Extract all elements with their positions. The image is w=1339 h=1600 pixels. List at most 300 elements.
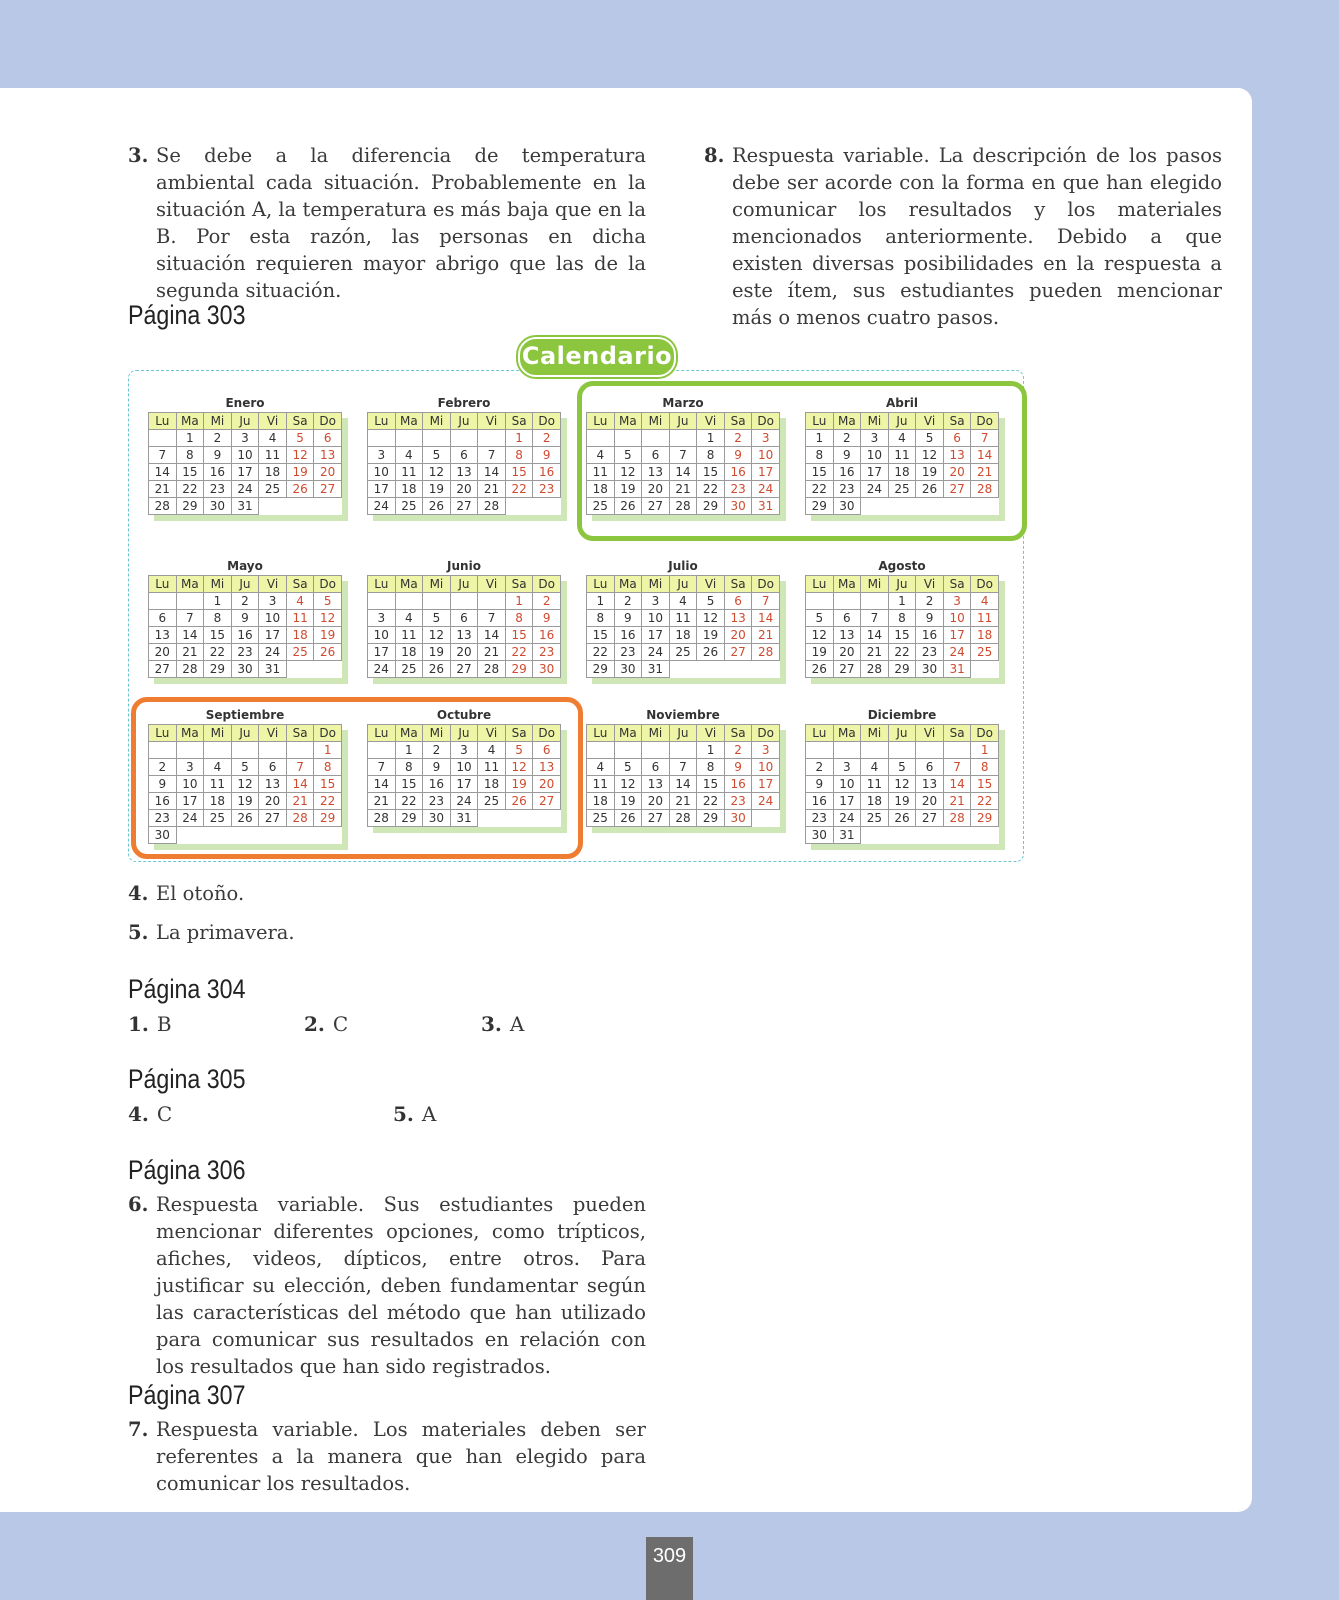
- day-cell: 3: [231, 430, 259, 447]
- day-cell: 21: [478, 481, 506, 498]
- month-table: [148, 412, 342, 515]
- day-cell: 30: [724, 498, 752, 515]
- weekday-header: Mi: [204, 413, 232, 430]
- weekday-header: Ma: [395, 725, 423, 742]
- day-cell: 3: [368, 610, 396, 627]
- section-heading-306: Página 306: [128, 1155, 246, 1185]
- day-cell: 29: [697, 810, 725, 827]
- day-cell: 12: [286, 447, 314, 464]
- weekday-header: Vi: [697, 413, 725, 430]
- day-cell: 22: [204, 644, 232, 661]
- day-cell: 4: [861, 759, 889, 776]
- weekday-header: Mi: [423, 576, 451, 593]
- day-cell: 9: [423, 759, 451, 776]
- empty-cell: [450, 593, 478, 610]
- day-cell: 29: [505, 661, 533, 678]
- day-cell: 25: [587, 498, 615, 515]
- blank-cell: [971, 661, 999, 678]
- day-cell: 3: [943, 593, 971, 610]
- day-cell: 1: [888, 593, 916, 610]
- day-cell: 17: [231, 464, 259, 481]
- day-cell: 13: [642, 776, 670, 793]
- day-cell: 6: [833, 610, 861, 627]
- day-cell: 11: [587, 776, 615, 793]
- day-cell: 12: [314, 610, 342, 627]
- day-cell: 3: [368, 447, 396, 464]
- day-cell: 20: [314, 464, 342, 481]
- day-cell: 7: [368, 759, 396, 776]
- day-cell: 23: [833, 481, 861, 498]
- day-cell: 22: [505, 644, 533, 661]
- day-cell: 23: [614, 644, 642, 661]
- weekday-header: Do: [971, 725, 999, 742]
- weekday-header: Sa: [505, 725, 533, 742]
- day-cell: 1: [505, 430, 533, 447]
- day-cell: 27: [642, 498, 670, 515]
- day-cell: 23: [423, 793, 451, 810]
- day-cell: 15: [505, 464, 533, 481]
- day-cell: 6: [259, 759, 287, 776]
- answer-number: 1.: [128, 1012, 149, 1036]
- weekday-header: Do: [752, 413, 780, 430]
- day-cell: 9: [614, 610, 642, 627]
- day-cell: 6: [450, 447, 478, 464]
- day-cell: 24: [231, 481, 259, 498]
- day-cell: 16: [806, 793, 834, 810]
- answer-number: 5.: [128, 921, 149, 944]
- day-cell: 22: [505, 481, 533, 498]
- day-cell: 25: [669, 644, 697, 661]
- day-cell: 7: [176, 610, 204, 627]
- answer-5-p305: [393, 1102, 436, 1126]
- day-cell: 21: [971, 464, 999, 481]
- weekday-header: Lu: [587, 725, 615, 742]
- page-number: 309: [646, 1537, 693, 1600]
- day-cell: 24: [833, 810, 861, 827]
- day-cell: 17: [176, 793, 204, 810]
- empty-cell: [833, 742, 861, 759]
- weekday-header: Do: [971, 576, 999, 593]
- day-cell: 16: [149, 793, 177, 810]
- weekday-header: Ma: [833, 413, 861, 430]
- day-cell: 11: [587, 464, 615, 481]
- day-cell: 21: [368, 793, 396, 810]
- answer-4-p305: [128, 1102, 172, 1126]
- day-cell: 5: [614, 759, 642, 776]
- day-cell: 28: [176, 661, 204, 678]
- weekday-header: Mi: [642, 576, 670, 593]
- day-cell: 13: [450, 464, 478, 481]
- answer-8: [704, 142, 1222, 331]
- day-cell: 21: [861, 644, 889, 661]
- day-cell: 12: [614, 464, 642, 481]
- month-diciembre: [805, 707, 999, 844]
- day-cell: 28: [669, 810, 697, 827]
- answer-text: Se debe a la diferencia de temperatura ambiental cada situación. Probablemente en la situación A, la temperatura es más baja que en la B. Por esta razón, las personas en dicha situación requieren mayor abrigo que las de la segunda situación.: [156, 144, 646, 302]
- section-heading-307: Página 307: [128, 1380, 246, 1410]
- weekday-header: Sa: [505, 413, 533, 430]
- day-cell: 4: [587, 759, 615, 776]
- blank-cell: [724, 661, 752, 678]
- day-cell: 23: [724, 481, 752, 498]
- day-cell: 19: [286, 464, 314, 481]
- day-cell: 10: [861, 447, 889, 464]
- day-cell: 10: [259, 610, 287, 627]
- day-cell: 27: [943, 481, 971, 498]
- empty-cell: [149, 430, 177, 447]
- day-cell: 11: [478, 759, 506, 776]
- day-cell: 7: [478, 447, 506, 464]
- day-cell: 2: [724, 742, 752, 759]
- day-cell: 8: [888, 610, 916, 627]
- month-table: [586, 575, 780, 678]
- month-table: [367, 575, 561, 678]
- day-cell: 31: [231, 498, 259, 515]
- weekday-header: Lu: [806, 576, 834, 593]
- day-cell: 1: [587, 593, 615, 610]
- day-cell: 29: [806, 498, 834, 515]
- weekday-header: Ju: [450, 576, 478, 593]
- weekday-header: Sa: [286, 413, 314, 430]
- day-cell: 24: [259, 644, 287, 661]
- weekday-header: Sa: [286, 576, 314, 593]
- weekday-header: Vi: [916, 576, 944, 593]
- day-cell: 29: [395, 810, 423, 827]
- day-cell: 18: [888, 464, 916, 481]
- weekday-header: Vi: [478, 725, 506, 742]
- weekday-header: Ju: [231, 413, 259, 430]
- day-cell: 14: [368, 776, 396, 793]
- day-cell: 30: [614, 661, 642, 678]
- month-table: [586, 724, 780, 827]
- day-cell: 24: [176, 810, 204, 827]
- day-cell: 10: [368, 627, 396, 644]
- day-cell: 11: [395, 464, 423, 481]
- day-cell: 18: [204, 793, 232, 810]
- day-cell: 13: [724, 610, 752, 627]
- weekday-header: Ma: [176, 576, 204, 593]
- day-cell: 22: [971, 793, 999, 810]
- day-cell: 25: [286, 644, 314, 661]
- day-cell: 19: [697, 627, 725, 644]
- answer-4: [128, 880, 628, 907]
- day-cell: 25: [587, 810, 615, 827]
- day-cell: 29: [697, 498, 725, 515]
- day-cell: 27: [450, 661, 478, 678]
- day-cell: 15: [395, 776, 423, 793]
- day-cell: 4: [971, 593, 999, 610]
- day-cell: 16: [916, 627, 944, 644]
- answer-1: [128, 1012, 172, 1036]
- day-cell: 27: [314, 481, 342, 498]
- day-cell: 7: [943, 759, 971, 776]
- day-cell: 29: [314, 810, 342, 827]
- day-cell: 31: [450, 810, 478, 827]
- weekday-header: Lu: [806, 413, 834, 430]
- day-cell: 29: [176, 498, 204, 515]
- day-cell: 15: [888, 627, 916, 644]
- day-cell: 9: [724, 759, 752, 776]
- day-cell: 16: [724, 776, 752, 793]
- month-mayo: [148, 558, 342, 678]
- day-cell: 5: [423, 447, 451, 464]
- day-cell: 28: [752, 644, 780, 661]
- blank-cell: [971, 827, 999, 844]
- day-cell: 23: [204, 481, 232, 498]
- day-cell: 28: [286, 810, 314, 827]
- day-cell: 21: [669, 481, 697, 498]
- weekday-header: Mi: [861, 725, 889, 742]
- day-cell: 24: [943, 644, 971, 661]
- day-cell: 9: [916, 610, 944, 627]
- answer-number: 4.: [128, 1102, 149, 1126]
- day-cell: 26: [614, 498, 642, 515]
- empty-cell: [176, 593, 204, 610]
- day-cell: 6: [533, 742, 561, 759]
- day-cell: 25: [888, 481, 916, 498]
- empty-cell: [395, 593, 423, 610]
- day-cell: 13: [533, 759, 561, 776]
- day-cell: 9: [806, 776, 834, 793]
- day-cell: 10: [450, 759, 478, 776]
- day-cell: 20: [916, 793, 944, 810]
- day-cell: 22: [587, 644, 615, 661]
- day-cell: 9: [533, 610, 561, 627]
- empty-cell: [943, 742, 971, 759]
- day-cell: 21: [149, 481, 177, 498]
- day-cell: 14: [478, 627, 506, 644]
- day-cell: 9: [833, 447, 861, 464]
- day-cell: 23: [149, 810, 177, 827]
- day-cell: 17: [259, 627, 287, 644]
- day-cell: 22: [888, 644, 916, 661]
- day-cell: 6: [943, 430, 971, 447]
- day-cell: 19: [505, 776, 533, 793]
- empty-cell: [478, 593, 506, 610]
- day-cell: 5: [314, 593, 342, 610]
- empty-cell: [888, 742, 916, 759]
- month-agosto: [805, 558, 999, 678]
- day-cell: 19: [614, 481, 642, 498]
- weekday-header: Ju: [888, 413, 916, 430]
- day-cell: 4: [395, 610, 423, 627]
- day-cell: 7: [971, 430, 999, 447]
- day-cell: 10: [368, 464, 396, 481]
- month-febrero: [367, 395, 561, 515]
- weekday-header: Do: [314, 576, 342, 593]
- day-cell: 12: [806, 627, 834, 644]
- day-cell: 26: [806, 661, 834, 678]
- empty-cell: [587, 742, 615, 759]
- month-name: Mayo: [227, 559, 263, 573]
- weekday-header: Ma: [176, 413, 204, 430]
- day-cell: 10: [752, 759, 780, 776]
- day-cell: 14: [669, 776, 697, 793]
- day-cell: 28: [149, 498, 177, 515]
- day-cell: 5: [505, 742, 533, 759]
- day-cell: 14: [752, 610, 780, 627]
- day-cell: 2: [423, 742, 451, 759]
- day-cell: 11: [971, 610, 999, 627]
- day-cell: 31: [642, 661, 670, 678]
- day-cell: 16: [533, 464, 561, 481]
- day-cell: 11: [286, 610, 314, 627]
- weekday-header: Lu: [149, 725, 177, 742]
- weekday-header: Mi: [204, 725, 232, 742]
- day-cell: 17: [642, 627, 670, 644]
- day-cell: 24: [861, 481, 889, 498]
- day-cell: 4: [587, 447, 615, 464]
- day-cell: 27: [916, 810, 944, 827]
- day-cell: 22: [395, 793, 423, 810]
- day-cell: 21: [478, 644, 506, 661]
- answer-number: 5.: [393, 1102, 414, 1126]
- weekday-header: Lu: [149, 413, 177, 430]
- day-cell: 30: [149, 827, 177, 844]
- day-cell: 29: [204, 661, 232, 678]
- answer-number: 2.: [304, 1012, 325, 1036]
- weekday-header: Do: [533, 576, 561, 593]
- day-cell: 1: [806, 430, 834, 447]
- answer-text: Respuesta variable. La descripción de los pasos debe ser acorde con la forma en que han elegido comunicar los resultados y los materiales mencionados anteriormente. Debido a que existen diversas posibilidades en la respuesta a este ítem, sus estudiantes pueden mencionar más o menos cuatro pasos.: [732, 144, 1222, 329]
- day-cell: 5: [231, 759, 259, 776]
- day-cell: 2: [833, 430, 861, 447]
- day-cell: 29: [587, 661, 615, 678]
- day-cell: 2: [614, 593, 642, 610]
- weekday-header: Ma: [614, 413, 642, 430]
- day-cell: 21: [286, 793, 314, 810]
- answer-text: B: [156, 1012, 172, 1036]
- answer-text: A: [421, 1102, 437, 1126]
- day-cell: 31: [259, 661, 287, 678]
- empty-cell: [423, 430, 451, 447]
- weekday-header: Ma: [833, 576, 861, 593]
- day-cell: 20: [149, 644, 177, 661]
- day-cell: 15: [697, 464, 725, 481]
- month-name: Enero: [225, 396, 265, 410]
- day-cell: 20: [943, 464, 971, 481]
- day-cell: 22: [697, 481, 725, 498]
- day-cell: 23: [916, 644, 944, 661]
- weekday-header: Do: [752, 576, 780, 593]
- answer-text: Respuesta variable. Sus estudiantes pueden mencionar diferentes opciones, como trípticos, afiches, videos, dípticos, entre otros. Para justificar su elección, deben fundamentar según las características del método que han utilizado para comunicar sus resultados en relación con los resultados que han sido registrados.: [156, 1193, 646, 1378]
- blank-cell: [752, 810, 780, 827]
- day-cell: 8: [395, 759, 423, 776]
- day-cell: 14: [286, 776, 314, 793]
- section-heading-305: Página 305: [128, 1064, 246, 1094]
- day-cell: 15: [204, 627, 232, 644]
- day-cell: 11: [204, 776, 232, 793]
- day-cell: 4: [669, 593, 697, 610]
- weekday-header: Lu: [368, 413, 396, 430]
- empty-cell: [806, 593, 834, 610]
- day-cell: 8: [697, 447, 725, 464]
- day-cell: 26: [423, 498, 451, 515]
- blank-cell: [314, 498, 342, 515]
- day-cell: 6: [642, 759, 670, 776]
- day-cell: 22: [314, 793, 342, 810]
- day-cell: 20: [642, 481, 670, 498]
- day-cell: 2: [806, 759, 834, 776]
- day-cell: 27: [533, 793, 561, 810]
- day-cell: 5: [916, 430, 944, 447]
- day-cell: 3: [833, 759, 861, 776]
- weekday-header: Sa: [724, 413, 752, 430]
- day-cell: 4: [478, 742, 506, 759]
- weekday-header: Sa: [943, 725, 971, 742]
- day-cell: 12: [916, 447, 944, 464]
- answer-number: 3.: [128, 144, 149, 167]
- day-cell: 16: [231, 627, 259, 644]
- day-cell: 3: [259, 593, 287, 610]
- day-cell: 15: [806, 464, 834, 481]
- month-name: Marzo: [662, 396, 704, 410]
- weekday-header: Ma: [176, 725, 204, 742]
- month-noviembre: [586, 707, 780, 827]
- day-cell: 6: [642, 447, 670, 464]
- day-cell: 18: [395, 644, 423, 661]
- day-cell: 18: [395, 481, 423, 498]
- day-cell: 8: [971, 759, 999, 776]
- blank-cell: [861, 827, 889, 844]
- day-cell: 20: [259, 793, 287, 810]
- day-cell: 14: [478, 464, 506, 481]
- day-cell: 30: [916, 661, 944, 678]
- day-cell: 19: [423, 644, 451, 661]
- day-cell: 18: [478, 776, 506, 793]
- day-cell: 20: [450, 644, 478, 661]
- day-cell: 26: [916, 481, 944, 498]
- month-table: [148, 575, 342, 678]
- day-cell: 20: [642, 793, 670, 810]
- day-cell: 17: [943, 627, 971, 644]
- blank-cell: [697, 661, 725, 678]
- weekday-header: Lu: [806, 725, 834, 742]
- weekday-header: Ju: [669, 725, 697, 742]
- weekday-header: Ma: [614, 576, 642, 593]
- empty-cell: [368, 430, 396, 447]
- weekday-header: Lu: [368, 725, 396, 742]
- blank-cell: [669, 661, 697, 678]
- weekday-header: Mi: [204, 576, 232, 593]
- day-cell: 11: [888, 447, 916, 464]
- day-cell: 26: [231, 810, 259, 827]
- answer-number: 8.: [704, 144, 725, 167]
- day-cell: 3: [450, 742, 478, 759]
- day-cell: 19: [231, 793, 259, 810]
- day-cell: 8: [806, 447, 834, 464]
- weekday-header: Mi: [423, 413, 451, 430]
- weekday-header: Vi: [916, 725, 944, 742]
- day-cell: 20: [833, 644, 861, 661]
- day-cell: 5: [423, 610, 451, 627]
- day-cell: 13: [314, 447, 342, 464]
- day-cell: 14: [861, 627, 889, 644]
- day-cell: 14: [149, 464, 177, 481]
- day-cell: 1: [697, 742, 725, 759]
- weekday-header: Do: [533, 725, 561, 742]
- day-cell: 12: [423, 627, 451, 644]
- weekday-header: Sa: [724, 725, 752, 742]
- day-cell: 24: [752, 481, 780, 498]
- day-cell: 26: [423, 661, 451, 678]
- day-cell: 17: [833, 793, 861, 810]
- day-cell: 30: [833, 498, 861, 515]
- day-cell: 3: [642, 593, 670, 610]
- day-cell: 2: [231, 593, 259, 610]
- day-cell: 21: [669, 793, 697, 810]
- weekday-header: Mi: [423, 725, 451, 742]
